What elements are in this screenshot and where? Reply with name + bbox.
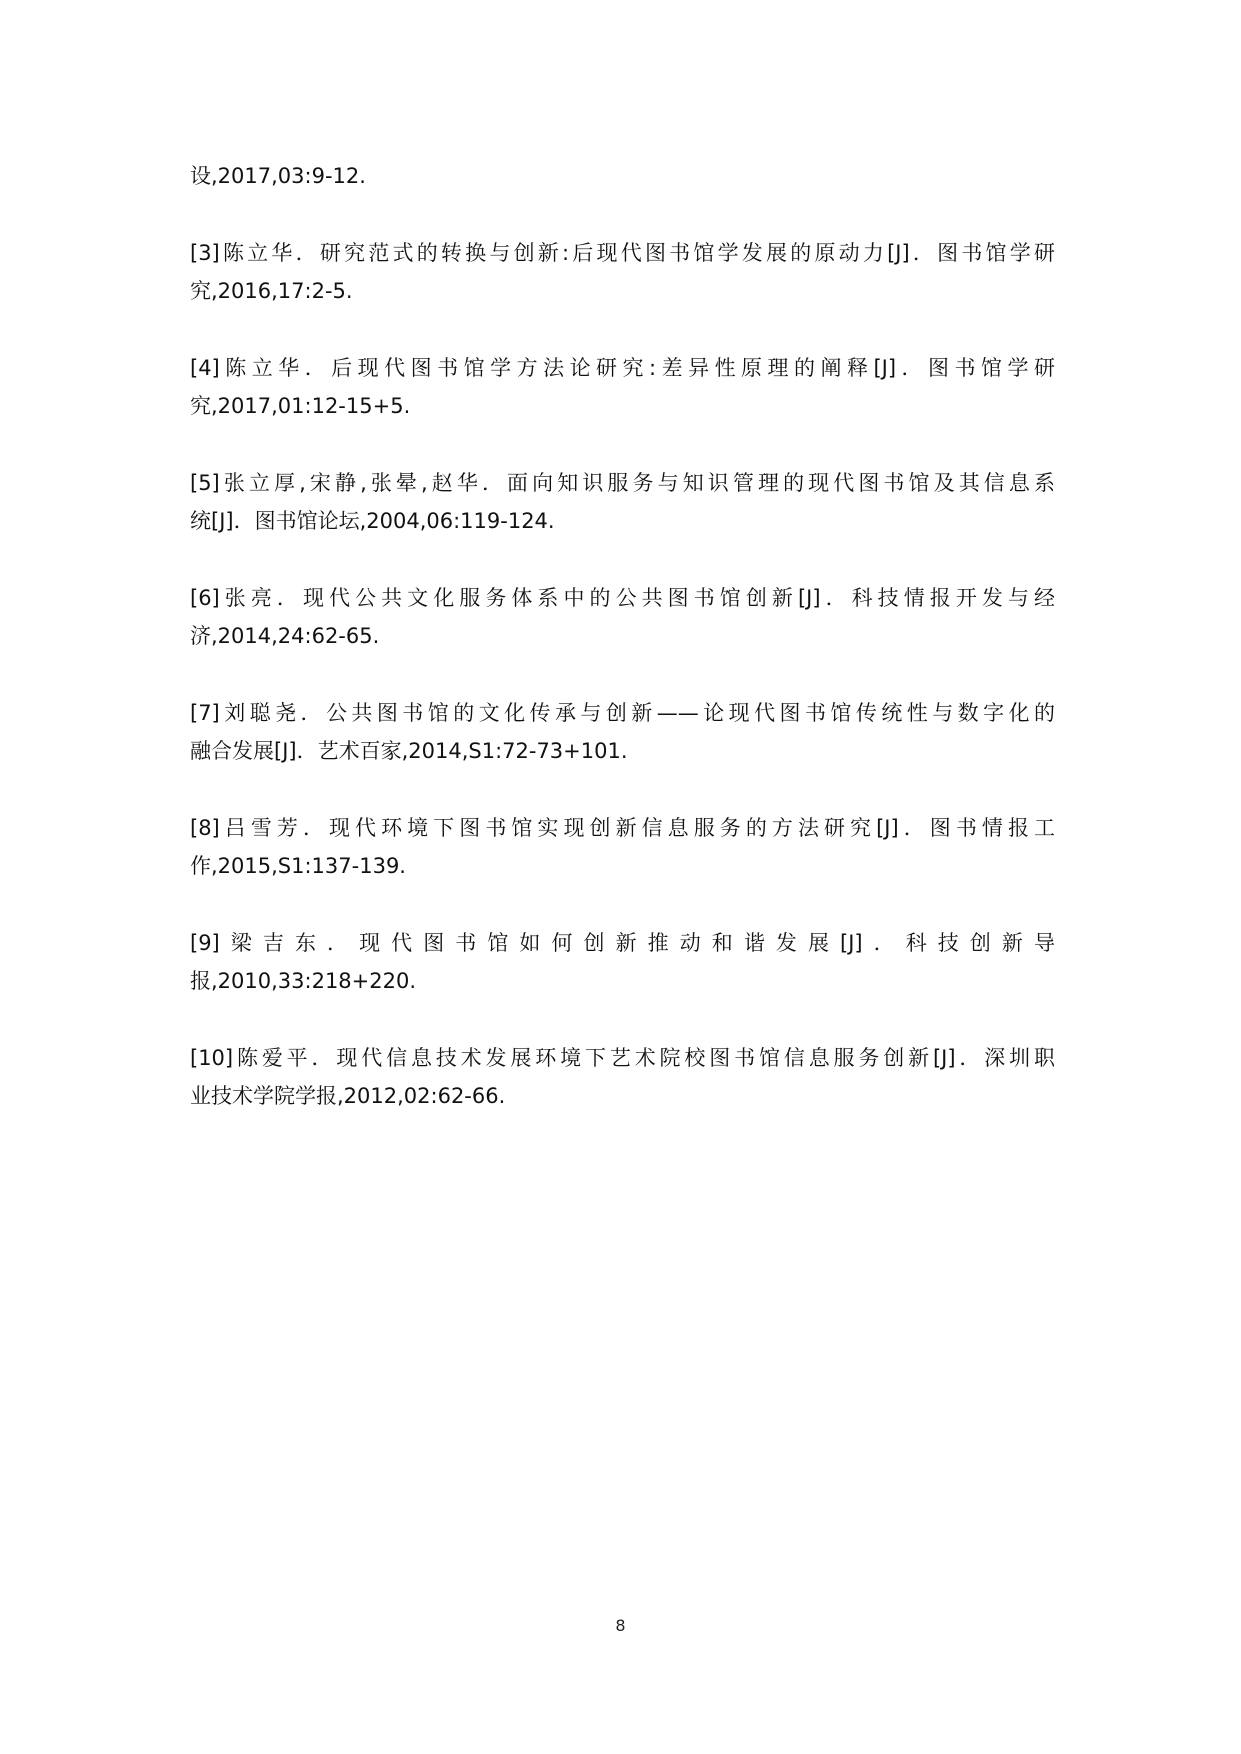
reference-line: 究,2016,17:2-5. — [190, 279, 353, 303]
reference-item-10 — [190, 1039, 1055, 1115]
page-number: 8 — [615, 1616, 626, 1635]
reference-line: 设,2017,03:9-12. — [190, 164, 366, 188]
reference-line: [6]张亮．现代公共文化服务体系中的公共图书馆创新[J]．科技情报开发与经 — [190, 586, 1055, 610]
reference-line: 业技术学院学报,2012,02:62-66. — [190, 1084, 506, 1108]
reference-line: [4]陈立华．后现代图书馆学方法论研究:差异性原理的阐释[J]．图书馆学研 — [190, 356, 1055, 380]
reference-line: [3]陈立华．研究范式的转换与创新:后现代图书馆学发展的原动力[J]．图书馆学研 — [190, 241, 1055, 265]
reference-line: 济,2014,24:62-65. — [190, 624, 380, 648]
reference-line: 融合发展[J]．艺术百家,2014,S1:72-73+101. — [190, 739, 628, 763]
reference-line: 究,2017,01:12-15+5. — [190, 394, 411, 418]
reference-list — [190, 157, 1055, 1154]
reference-line: 统[J]．图书馆论坛,2004,06:119-124. — [190, 509, 555, 533]
reference-line: [5]张立厚,宋静,张晕,赵华．面向知识服务与知识管理的现代图书馆及其信息系 — [190, 471, 1055, 495]
reference-continuation — [190, 157, 1055, 195]
reference-item-7 — [190, 694, 1055, 770]
reference-line: [8]吕雪芳．现代环境下图书馆实现创新信息服务的方法研究[J]．图书情报工 — [190, 816, 1055, 840]
reference-line: 报,2010,33:218+220. — [190, 969, 417, 993]
reference-item-4 — [190, 349, 1055, 425]
reference-item-5 — [190, 464, 1055, 540]
reference-line: [9]梁吉东．现代图书馆如何创新推动和谐发展[J]．科技创新导 — [190, 931, 1055, 955]
reference-line: [7]刘聪尧．公共图书馆的文化传承与创新——论现代图书馆传统性与数字化的 — [190, 701, 1055, 725]
reference-line: [10]陈爱平．现代信息技术发展环境下艺术院校图书馆信息服务创新[J]．深圳职 — [190, 1046, 1055, 1070]
reference-item-3 — [190, 234, 1055, 310]
reference-item-9 — [190, 924, 1055, 1000]
reference-line: 作,2015,S1:137-139. — [190, 854, 406, 878]
reference-item-8 — [190, 809, 1055, 885]
reference-item-6 — [190, 579, 1055, 655]
